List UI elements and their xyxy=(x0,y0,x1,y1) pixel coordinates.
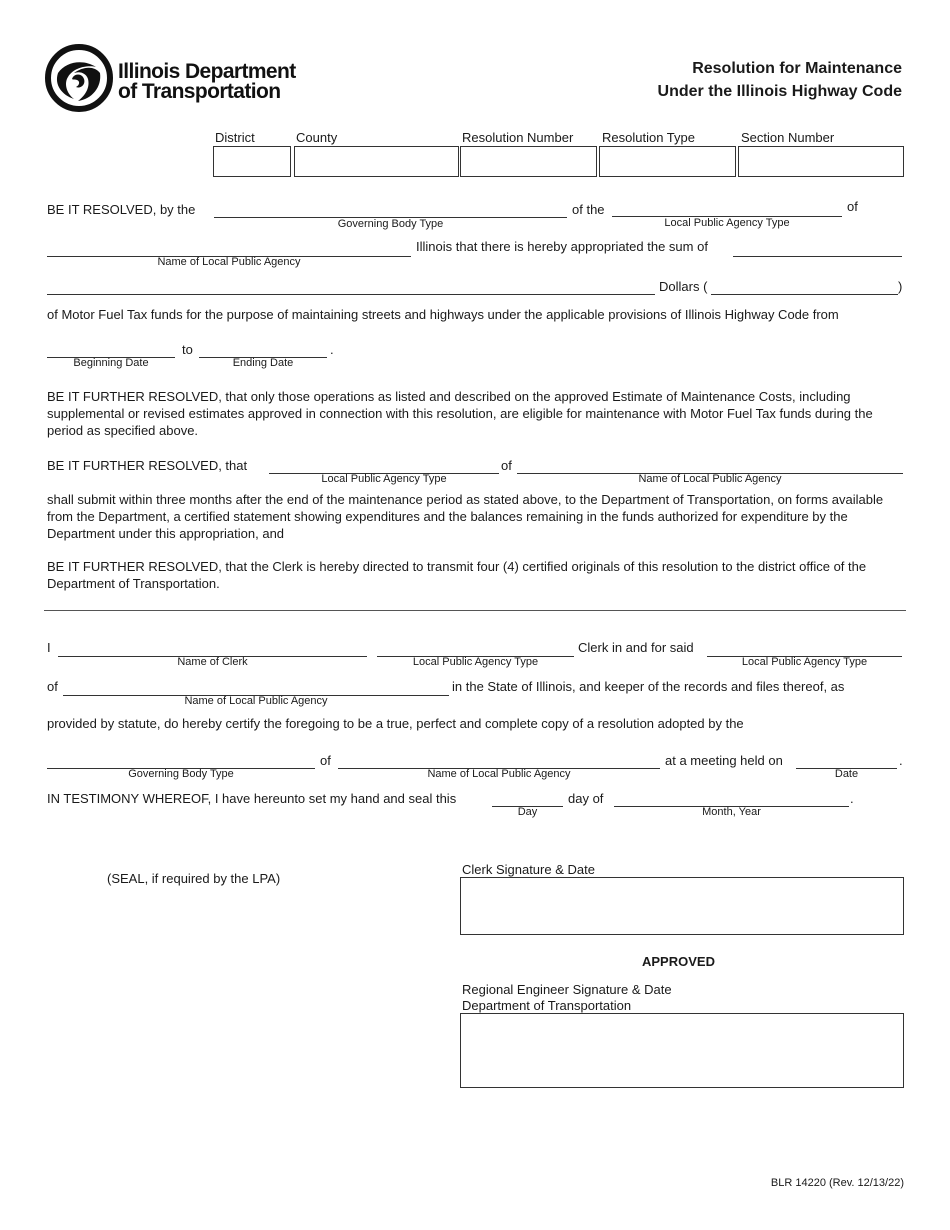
dollars-open-text: Dollars ( xyxy=(659,279,708,294)
approved-label: APPROVED xyxy=(642,954,715,969)
mft-purpose-text: of Motor Fuel Tax funds for the purpose of maintaining streets and highways under the applicable provisions of Illinois Highway Code from xyxy=(47,307,839,322)
lpa-name-caption: Name of Local Public Agency xyxy=(157,256,301,268)
clerk-signature-label: Clerk Signature & Date xyxy=(462,862,595,877)
beginning-date-caption: Beginning Date xyxy=(73,357,149,369)
section-divider xyxy=(44,610,906,611)
further-resolved-submit-text: shall submit within three months after the end of the maintenance period as stated above, to the Department of Transportation, on forms available from the Department, a certified statement showing expenditures and the balances remaining in the funds authorized for expenditure by the Department under this appropriation, and xyxy=(47,492,884,541)
section-number-label: Section Number xyxy=(741,130,835,145)
form-title-line1: Resolution for Maintenance xyxy=(692,60,902,77)
governing-body-type-caption: Governing Body Type xyxy=(337,218,444,230)
regional-engineer-signature-field[interactable] xyxy=(460,1013,904,1088)
further-resolved-clerk-text: BE IT FURTHER RESOLVED, that the Clerk is hereby directed to transmit four (4) certified originals of this resolution to the district office of the Department of Transportation. xyxy=(47,559,867,591)
month-year-caption: Month, Year xyxy=(702,806,761,818)
agency-name-line2: of Transportation xyxy=(118,80,281,103)
clerk-name-caption: Name of Clerk xyxy=(177,656,248,668)
cert-lpa-name2-caption: Name of Local Public Agency xyxy=(427,768,571,780)
dollars-words-field[interactable] xyxy=(47,294,655,295)
meeting-period-text: . xyxy=(899,753,903,768)
of-text: of xyxy=(847,199,858,214)
regional-engineer-label: Regional Engineer Signature & Date xyxy=(462,982,672,997)
day-of-text: day of xyxy=(568,791,604,806)
form-title-line2: Under the Illinois Highway Code xyxy=(657,83,902,100)
cert-lpa-type-caption: Local Public Agency Type xyxy=(412,656,539,668)
idot-logo-icon xyxy=(44,43,114,113)
resolution-type-label: Resolution Type xyxy=(602,130,695,145)
testimony-text: IN TESTIMONY WHEREOF, I have hereunto set my hand and seal this xyxy=(47,791,457,806)
further-lpa-name-caption: Name of Local Public Agency xyxy=(638,473,782,485)
district-label: District xyxy=(215,130,255,145)
meeting-date-caption: Date xyxy=(834,768,859,780)
clerk-in-and-for-text: Clerk in and for said xyxy=(578,640,694,655)
illinois-sum-text: Illinois that there is hereby appropriated the sum of xyxy=(416,239,708,254)
further-resolved-lead-text: BE IT FURTHER RESOLVED, that xyxy=(47,458,248,473)
sum-field[interactable] xyxy=(733,256,902,257)
resolution-number-label: Resolution Number xyxy=(462,130,574,145)
agency-name-line1: Illinois Department xyxy=(118,60,296,83)
county-label: County xyxy=(296,130,338,145)
clerk-signature-field[interactable] xyxy=(460,877,904,935)
dollars-amount-field[interactable] xyxy=(711,294,898,295)
cert-governing-body-caption: Governing Body Type xyxy=(128,768,234,780)
section-number-field[interactable] xyxy=(738,146,904,177)
cert-of-text: of xyxy=(47,679,58,694)
be-it-resolved-text: BE IT RESOLVED, by the xyxy=(47,202,196,217)
dollars-close-text: ) xyxy=(898,279,903,294)
ending-date-caption: Ending Date xyxy=(232,357,294,369)
provided-by-statute-text: provided by statute, do hereby certify the foregoing to be a true, perfect and complete copy of a resolution adopted by the xyxy=(47,716,744,731)
day-caption: Day xyxy=(517,806,538,818)
i-text: I xyxy=(47,640,51,655)
further-lpa-type-caption: Local Public Agency Type xyxy=(321,473,447,485)
date-period-text: . xyxy=(330,342,334,357)
district-field[interactable] xyxy=(213,146,291,177)
county-field[interactable] xyxy=(294,146,459,177)
seal-text: (SEAL, if required by the LPA) xyxy=(107,871,281,886)
cert-of2-text: of xyxy=(320,753,331,768)
resolution-type-field[interactable] xyxy=(599,146,736,177)
lpa-type-caption: Local Public Agency Type xyxy=(664,217,790,229)
testimony-period-text: . xyxy=(850,791,854,806)
cert-lpa-name-caption: Name of Local Public Agency xyxy=(184,695,328,707)
resolution-number-field[interactable] xyxy=(460,146,597,177)
at-meeting-text: at a meeting held on xyxy=(665,753,783,768)
form-number: BLR 14220 (Rev. 12/13/22) xyxy=(770,1177,904,1189)
to-text: to xyxy=(182,342,193,357)
further-resolved-estimate-text: BE IT FURTHER RESOLVED, that only those operations as listed and described on the approved Estimate of Maintenance Costs, including supplemental or revised estimates approved in connection with this resolution, are eligible for maintenance with Motor Fuel Tax funds during the period as specified above. xyxy=(47,389,873,438)
department-label: Department of Transportation xyxy=(462,998,632,1013)
cert-lpa-type2-caption: Local Public Agency Type xyxy=(741,656,868,668)
in-state-text: in the State of Illinois, and keeper of the records and files thereof, as xyxy=(452,679,845,694)
further-of-text: of xyxy=(501,458,512,473)
of-the-text: of the xyxy=(572,202,605,217)
